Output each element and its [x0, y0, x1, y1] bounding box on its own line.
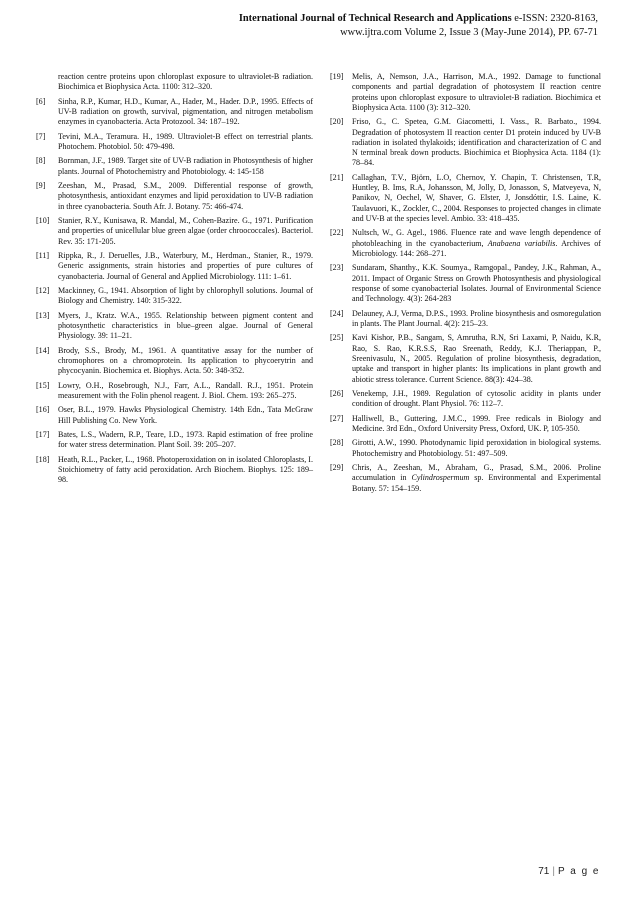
reference-text: Sinha, R.P., Kumar, H.D., Kumar, A., Hader, M., Hader. D.P., 1995. Effects of UV-B radiation on growth, survival, pigmentation, and nitrogen metabolism enzymes in cyanobacteria. Acta Protozool. 34: 187–192. — [58, 96, 313, 127]
reference-entry — [36, 430, 313, 451]
reference-text: Zeeshan, M., Prasad, S.M., 2009. Differential response of growth, photosynthesis, antioxidant enzymes and lipid peroxidation to UV-B radiation in three cyanobacteria. South Afr. J. Botany. 75: 466-474. — [58, 181, 313, 211]
reference-text: Myers, J., Kratz. W.A., 1955. Relationship between pigment content and photosynthetic characteristics in blue–green algae. Journal of General Physiology. 39: 11–21. — [58, 310, 313, 341]
reference-number: [25] — [330, 333, 344, 343]
reference-entry — [36, 181, 313, 212]
journal-issn: e-ISSN: 2320-8163, — [511, 13, 598, 24]
reference-entry — [330, 463, 601, 494]
reference-text: Callaghan, T.V., Björn, L.O, Chernov, Y. Chapin, T. Christensen, T.R, Huntley, B. Ims, R.A, Johansson, M, Jolly, D, Jonasson, S, Matveyeva, N, Panikov, N, Oechel, W, Shaver, G. Elster, J, Jonsdóttir, I.S. Laine, K. Taulavuori, K., Zockler, C., 2004. Responses to projected changes in climate and UV-B at the species level. Ambio. 33: 418–435. — [352, 172, 601, 224]
reference-text: Girotti, A.W., 1990. Photodynamic lipid peroxidation in biological systems. Photochemistry and Photobiology. 51: 497–509. — [352, 438, 601, 458]
reference-entry — [36, 156, 313, 177]
reference-entry — [36, 455, 313, 486]
reference-entry — [330, 72, 601, 113]
reference-number: [9] — [36, 181, 46, 191]
reference-number: [17] — [36, 430, 50, 440]
reference-number: [10] — [36, 216, 50, 226]
reference-text: reaction centre proteins upon chloroplast exposure to ultraviolet-B radiation. Biochimica et Biophysica Acta. 1100: 312–320. — [58, 72, 313, 92]
reference-entry — [330, 309, 601, 330]
reference-entry — [36, 72, 313, 93]
reference-number: [24] — [330, 308, 344, 318]
reference-text: Tevini, M.A., Teramura. H., 1989. Ultraviolet-B effect on terrestrial plants. Photochem. Photobiol. 50: 479-498. — [58, 131, 313, 151]
journal-volume-info: www.ijtra.com Volume 2, Issue 3 (May-June 2014), PP. 67-71 — [340, 27, 598, 38]
reference-number: [11] — [36, 251, 50, 261]
reference-number: [28] — [330, 438, 344, 448]
reference-number: [29] — [330, 463, 344, 473]
reference-entry — [36, 405, 313, 426]
reference-entry — [330, 263, 601, 304]
references-left-column — [36, 72, 313, 490]
reference-entry — [36, 97, 313, 128]
references-right-column — [330, 72, 601, 498]
reference-text: Delauney, A.J, Verma, D.P.S., 1993. Proline biosynthesis and osmoregulation in plants. The Plant Journal. 4(2): 215–23. — [352, 308, 601, 328]
reference-text: Bornman, J.F., 1989. Target site of UV-B radiation in Photosynthesis of higher plants. Journal of Photochemistry and Photobiology. 4: 145-158 — [58, 156, 313, 176]
reference-number: [26] — [330, 388, 344, 398]
reference-text: Rippka, R., J. Deruelles, J.B., Waterbury, M., Herdman., Stanier, R., 1979. Generic assignments, strain histories and properties of pure cultures of cyanobacteria. Journal of General and Applied Microbiology. 111: 1–61. — [58, 251, 313, 281]
reference-entry — [36, 132, 313, 153]
reference-text: Friso, G., C. Spetea, G.M. Giacometti, I. Vass., R. Barbato., 1994. Degradation of photosystem II reaction center D1 protein induced by UV-B radiation in isolated thylakoids; identification and characterization of C and N terminal break down products. Biochimica et Biophysica Acta. 1184 (1): 78–84. — [352, 117, 601, 168]
reference-text — [352, 228, 601, 259]
reference-number: [7] — [36, 131, 46, 141]
page-header — [178, 12, 598, 40]
reference-number: [13] — [36, 310, 50, 320]
reference-number: [19] — [330, 72, 344, 81]
reference-text: Halliwell, B., Guttering, J.M.C., 1999. Free redicals in Biology and Medicine. 3rd Edn., Oxford University Press, Oxford, UK. P, 105-350. — [352, 413, 601, 433]
reference-number: [27] — [330, 413, 344, 423]
reference-text: Bates, L.S., Wadern, R.P., Teare, I.D., 1973. Rapid estimation of free proline for water stress determination. Plant Soil. 39: 205–207. — [58, 430, 313, 450]
reference-entry — [330, 414, 601, 435]
reference-text: Oser, B.L., 1979. Hawks Physiological Chemistry. 14th Edn., Tata McGraw Hill Publishing Co. New York. — [58, 405, 313, 425]
reference-number: [15] — [36, 380, 50, 390]
species-name: Anabaena variabilis — [487, 238, 556, 248]
reference-number: [12] — [36, 286, 50, 295]
reference-text: Lowry, O.H., Rosebrough, N.J., Farr, A.L., Randall. R.J., 1951. Protein measurement with the Folin phenol reagent. J. Biol. Chem. 193: 265–275. — [58, 380, 313, 400]
reference-entry — [36, 381, 313, 402]
reference-text: Brody, S.S., Brody, M., 1961. A quantitative assay for the number of chromophores on a chromoprotein. Its application to phycoerytrin and phycocyanin. Biochemica et. Biophys. Acta. 50: 348-352. — [58, 345, 313, 376]
reference-entry — [36, 216, 313, 247]
reference-entry — [330, 228, 601, 259]
reference-number: [14] — [36, 345, 50, 355]
reference-text-part: sp. Environmental and Experimental Botany. 57: 154–159. — [352, 473, 601, 493]
footer-separator: | — [552, 866, 555, 877]
header-line-1 — [178, 12, 598, 26]
reference-entry — [330, 173, 601, 224]
reference-text: Kavi Kishor, P.B., Sangam, S, Amrutha, R.N, Sri Laxami, P, Naidu, K.R, Rao, S. Rao, K.R.S.S, Rao Sreenath, Reddy, K.J. Theriappan, P., Sreenivasulu, N., 2005. Regulation of proline biosynthesis, degradation, uptake and transport in higher plants: Its implications in plant growth and abiotic stress tolerance. Current Science. 88(3): 424–38. — [352, 333, 601, 384]
page-label: P a g e — [557, 866, 600, 877]
reference-number: [6] — [36, 96, 46, 106]
page-footer — [538, 866, 600, 877]
reference-text: Heath, R.L., Packer, L., 1968. Photoperoxidation on in isolated Chloroplasts, I. Stoichiometry of fatty acid peroxidation. Arch Biochem. Biophys. 125: 189–98. — [58, 454, 313, 485]
reference-text: Stanier, R.Y., Kunisawa, R. Mandal, M., Cohen-Bazire. G., 1971. Purification and properties of unicellular blue green algae (order chroococcales). Bacteriol. Rev. 35: 171-205. — [58, 216, 313, 246]
reference-entry — [330, 389, 601, 410]
journal-name: International Journal of Technical Research and Applications — [238, 13, 512, 24]
reference-number: [8] — [36, 156, 46, 166]
page-number: 71 — [538, 866, 550, 877]
reference-text: Sundaram, Shanthy., K.K. Soumya., Ramgopal., Pandey, J.K., Rahman, A., 2011. Impact of Organic Stress on Growth Photosynthesis and physiological response of some cyanobacterial Isolates. Journal of Environmental Science and Technology. 4(3): 264-283 — [352, 263, 601, 304]
reference-entry — [36, 286, 313, 307]
reference-text — [352, 463, 601, 494]
reference-number: [16] — [36, 405, 50, 415]
reference-number: [23] — [330, 263, 344, 273]
reference-text: Melis, A, Nemson, J.A., Harrison, M.A., 1992. Damage to functional components and partial degradation of photosystem II reaction centre proteins upon chloroplast exposure to ultraviolet-B radiation. Biochimica et Biophysica Acta. 1100 (3): 312–320. — [352, 72, 601, 112]
reference-text-part: Chris, A., Zeeshan, M., Abraham, G., Prasad, S.M., 2006. Proline accumulation in — [352, 463, 601, 483]
reference-text: Mackinney, G., 1941. Absorption of light by chlorophyll solutions. Journal of Biology and Chemistry. 140: 315-322. — [58, 286, 313, 306]
reference-number: [18] — [36, 454, 50, 464]
reference-entry — [330, 438, 601, 459]
reference-entry — [36, 311, 313, 342]
reference-text-part: . Archives of Microbiology. 144: 268–271. — [352, 238, 601, 259]
reference-entry — [330, 333, 601, 384]
reference-text: Venekemp, J.H., 1989. Regulation of cytosolic acidity in plants under condition of drought. Plant Physiol. 76: 112–7. — [352, 388, 601, 409]
species-name: Cylindrospermum — [411, 473, 470, 483]
reference-entry — [330, 117, 601, 168]
reference-entry — [36, 251, 313, 282]
reference-number: [20] — [330, 117, 344, 127]
reference-number: [21] — [330, 172, 344, 182]
reference-entry — [36, 346, 313, 377]
reference-text-part: Nultsch, W., G. Agel., 1986. Fluence rate and wave length dependence of photobleaching in the cyanobacterium, — [352, 228, 601, 248]
reference-number: [22] — [330, 228, 344, 238]
